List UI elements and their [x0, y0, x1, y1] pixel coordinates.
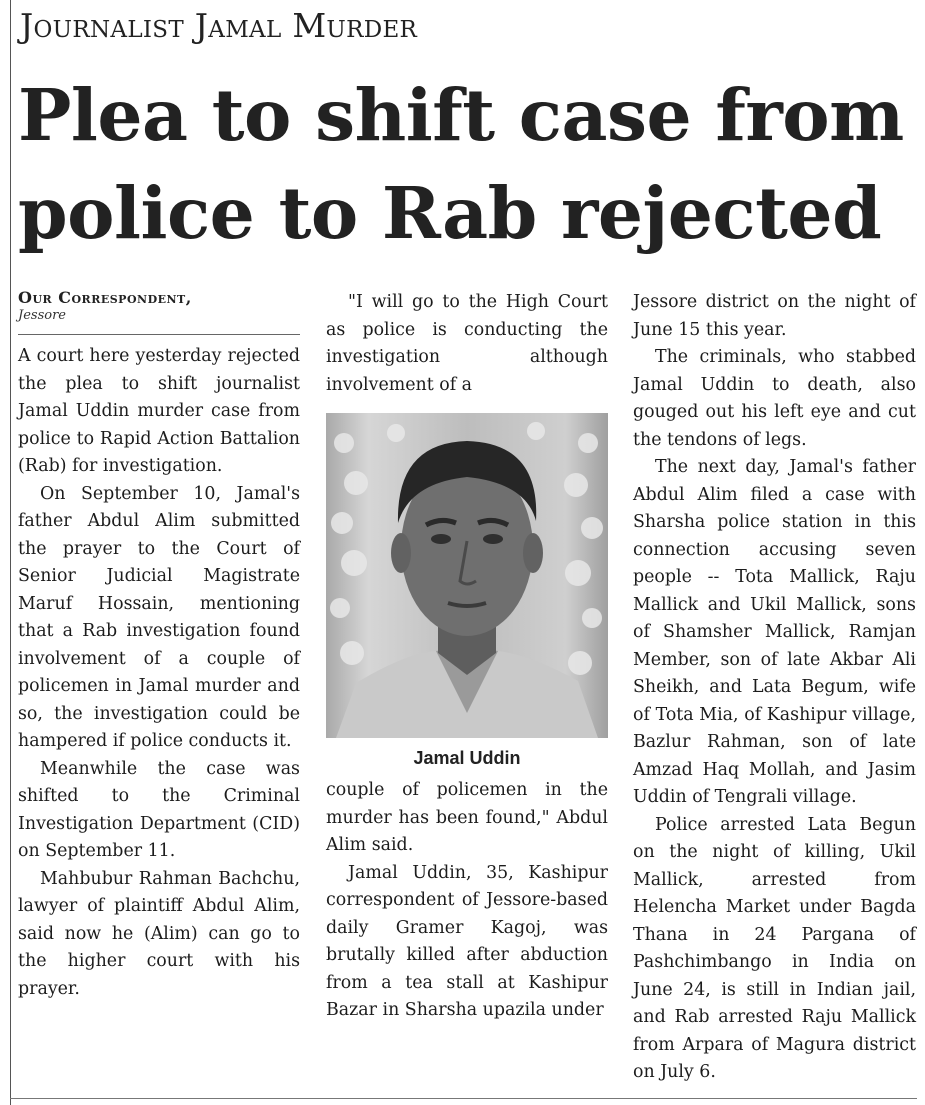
article-column-3 [633, 289, 916, 1087]
photo-caption: Jamal Uddin [413, 748, 521, 768]
paragraph-10: The next day, Jamal's father Abdul Alim filed a case with Sharsha police station in this connection accusing seven people -- Tota Mallick, Raju Mallick and Ukil Mallick, sons of Shamsher Mallick, Ramjan Member, son of late Akbar Ali Sheikh, and Lata Begum, wife of Tota Mia, of Kashipur village, Bazlur Rahman, son of late Amzad Haq Mollah, and Jasim Uddin of Tengrali village. [633, 457, 916, 807]
paragraph-6: couple of policemen in the murder has been found," Abdul Alim said. [326, 780, 608, 855]
paragraph-9: The criminals, who stabbed Jamal Uddin to death, also gouged out his left eye and cut the tendons of legs. [633, 347, 916, 450]
headline: Plea to shift case from police to Rab rejected [18, 73, 904, 255]
byline: Our Correspondent, [18, 288, 192, 307]
paragraph-3: Meanwhile the case was shifted to the Criminal Investigation Department (CID) on September 11. [18, 758, 300, 861]
paragraph-1: A court here yesterday rejected the plea to shift journalist Jamal Uddin murder case from police to Rapid Action Battalion (Rab) for investigation. [18, 346, 300, 476]
dateline: Jessore [18, 308, 66, 323]
byline-divider [18, 334, 300, 335]
kicker-heading: Journalist Jamal Murder [20, 6, 418, 45]
bottom-rule [10, 1098, 917, 1099]
left-column-rule [10, 0, 11, 1105]
paragraph-8: Jessore district on the night of June 15 this year. [633, 292, 916, 340]
article-column-1 [18, 289, 300, 1003]
paragraph-11: Police arrested Lata Begun on the night of killing, Ukil Mallick, arrested from Helencha Market under Bagda Thana in 24 Pargana of Pashchimbango in India on June 24, is still in Indian jail, and Rab arrested Raju Mallick from Arpara of Magura district on July 6. [633, 814, 916, 1082]
portrait-photo [326, 413, 608, 738]
paragraph-2: On September 10, Jamal's father Abdul Alim submitted the prayer to the Court of Senior Judicial Magistrate Maruf Hossain, mentioning that a Rab investigation found involvement of a couple of policemen in Jamal murder and so, the investigation could be hampered if police conducts it. [18, 483, 300, 751]
paragraph-5: "I will go to the High Court as police is conducting the investigation although involvement of a [326, 292, 608, 395]
paragraph-4: Mahbubur Rahman Bachchu, lawyer of plaintiff Abdul Alim, said now he (Alim) can go to the higher court with his prayer. [18, 868, 300, 999]
article-column-2 [326, 289, 608, 1025]
paragraph-7: Jamal Uddin, 35, Kashipur correspondent of Jessore-based daily Gramer Kagoj, was brutally killed after abduction from a tea stall at Kashipur Bazar in Sharsha upazila under [326, 862, 608, 1020]
